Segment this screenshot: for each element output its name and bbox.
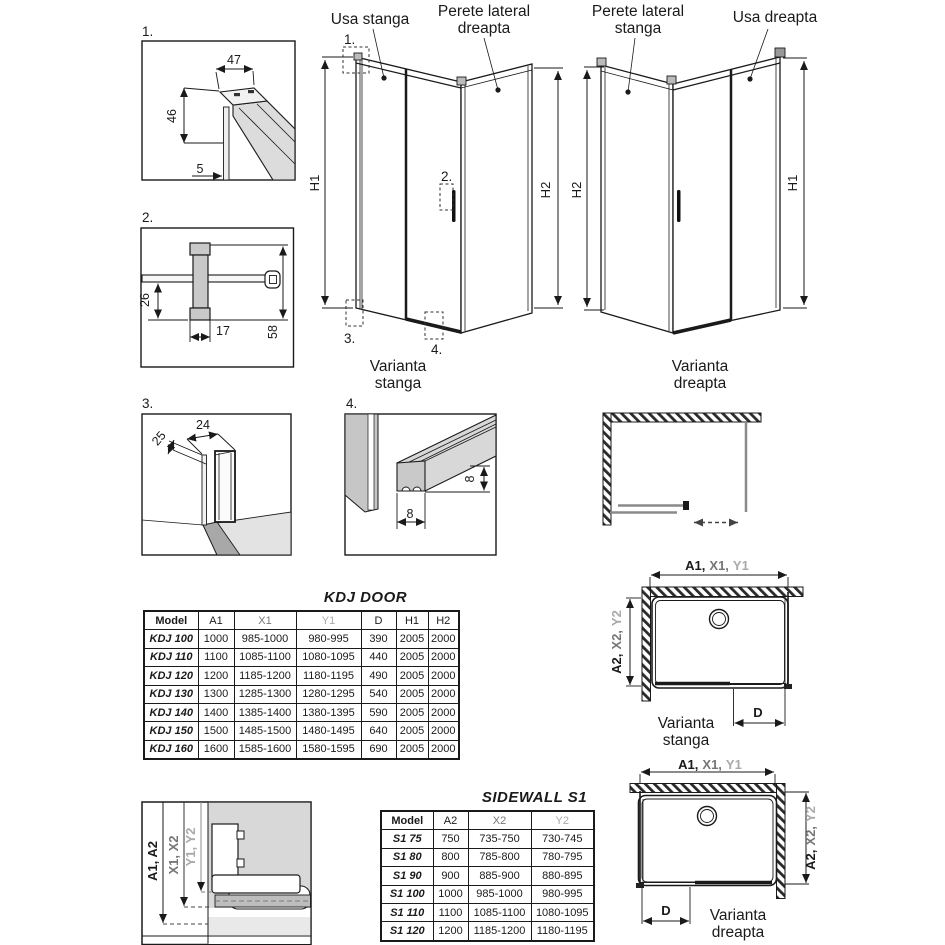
model-cell: KDJ 160 [144, 740, 198, 759]
value-cell: 1185-1200 [234, 667, 296, 685]
h1-label: H1 [307, 174, 322, 192]
enclosure-right-shape [597, 48, 785, 333]
dim-47: 47 [227, 53, 241, 67]
value-cell: 780-795 [531, 848, 594, 866]
shower-tray [652, 597, 788, 688]
value-cell: 735-750 [468, 830, 531, 848]
model-cell: KDJ 100 [144, 630, 198, 648]
column-header: Y1 [296, 611, 361, 630]
table-row [144, 722, 459, 740]
value-cell: 1080-1095 [296, 648, 361, 666]
marker-1: 1. [344, 32, 356, 47]
dim-58: 58 [266, 325, 280, 339]
detail-2-frame [141, 228, 294, 367]
detail-4-drawing [344, 396, 502, 560]
value-cell: 2005 [396, 722, 428, 740]
dim-a1x1y1: A1, X1, Y1 [685, 558, 749, 573]
value-cell: 1185-1200 [468, 922, 531, 941]
glass-panels-shape [142, 451, 291, 555]
header-row [144, 611, 459, 630]
perete-lateral-stanga-label-2: stanga [614, 20, 662, 37]
caption-varianta: Varianta [657, 715, 715, 732]
value-cell: 880-895 [531, 867, 594, 885]
detail-2-drawing [140, 210, 298, 370]
dim-x1x2: X1, X2 [166, 835, 181, 875]
leader-dot [495, 87, 500, 92]
dim-24: 24 [196, 418, 210, 432]
value-cell: 1085-1100 [234, 648, 296, 666]
model-cell: KDJ 130 [144, 685, 198, 703]
value-cell: 2005 [396, 630, 428, 648]
table-row [144, 667, 459, 685]
value-cell: 2005 [396, 667, 428, 685]
value-cell: 690 [361, 740, 396, 759]
dim-26: 26 [138, 293, 152, 307]
kdj-door-section [143, 589, 458, 760]
value-cell: 1080-1095 [531, 903, 594, 921]
value-cell: 2000 [428, 722, 459, 740]
value-cell: 640 [361, 722, 396, 740]
value-cell: 980-995 [296, 630, 361, 648]
value-cell: 1200 [198, 667, 234, 685]
table-row [144, 685, 459, 703]
value-cell: 980-995 [531, 885, 594, 903]
table-row [381, 922, 594, 941]
dim-d: D [753, 705, 763, 720]
caption-varianta: Varianta [671, 358, 729, 375]
detail-1-label: 1. [142, 24, 154, 39]
detail-2-label: 2. [142, 210, 154, 225]
value-cell: 390 [361, 630, 396, 648]
value-cell: 1180-1195 [531, 922, 594, 941]
dim-5: 5 [196, 162, 204, 176]
sidewall-section [380, 789, 593, 942]
threshold-profile-shape [345, 414, 496, 512]
value-cell: 2005 [396, 648, 428, 666]
caption-stanga: stanga [374, 375, 422, 392]
handle-mark [683, 501, 689, 510]
value-cell: 1385-1400 [234, 703, 296, 721]
plan-dreapta-drawing [598, 757, 838, 945]
dim-a2x2y2: A2,X2,Y2 [803, 806, 818, 870]
value-cell: 540 [361, 685, 396, 703]
detail-4-label: 4. [346, 396, 358, 411]
model-cell: S1 75 [381, 830, 433, 848]
marker-3: 3. [344, 331, 356, 346]
perete-lateral-dreapta-label: Perete lateral [437, 3, 531, 20]
dim-a1a2: A1, A2 [145, 841, 160, 881]
leader-dot [747, 76, 752, 81]
value-cell: 1500 [198, 722, 234, 740]
leader-dot [625, 89, 630, 94]
value-cell: 1580-1595 [296, 740, 361, 759]
value-cell: 1000 [198, 630, 234, 648]
model-cell: KDJ 110 [144, 648, 198, 666]
usa-stanga-label: Usa stanga [330, 11, 410, 28]
value-cell: 590 [361, 703, 396, 721]
dim-25: 25 [149, 428, 169, 449]
table-row [144, 630, 459, 648]
dim-y1y2: Y1, Y2 [183, 827, 198, 867]
dim-8-horiz: 8 [406, 507, 414, 521]
value-cell: 2000 [428, 667, 459, 685]
table-row [381, 903, 594, 921]
plan-walls [603, 413, 761, 525]
value-cell: 1585-1600 [234, 740, 296, 759]
value-cell: 1180-1195 [296, 667, 361, 685]
column-header: X1 [234, 611, 296, 630]
handle-section-shape [142, 243, 280, 320]
value-cell: 1300 [198, 685, 234, 703]
wall-profile-section-drawing [141, 795, 313, 945]
model-cell: KDJ 140 [144, 703, 198, 721]
dim-a1x1y1: A1, X1, Y1 [678, 757, 742, 772]
kdj-door-table [143, 610, 460, 760]
value-cell: 885-900 [468, 867, 531, 885]
dim-8-vert: 8 [463, 475, 477, 483]
kdj-door-title: KDJ DOOR [323, 589, 408, 606]
model-cell: S1 120 [381, 922, 433, 941]
value-cell: 2005 [396, 740, 428, 759]
value-cell: 1200 [433, 922, 468, 941]
detail-1-drawing [140, 24, 298, 184]
column-header: Model [144, 611, 198, 630]
value-cell: 985-1000 [234, 630, 296, 648]
dim-46: 46 [165, 109, 179, 123]
enclosure-left-shape [354, 53, 532, 333]
column-header: A2 [433, 811, 468, 830]
usa-dreapta-label: Usa dreapta [732, 9, 818, 26]
value-cell: 1285-1300 [234, 685, 296, 703]
header-row [381, 811, 594, 830]
caption-varianta: Varianta [369, 358, 427, 375]
caption-dreapta: dreapta [673, 375, 727, 392]
model-cell: S1 110 [381, 903, 433, 921]
marker-4: 4. [431, 342, 443, 357]
value-cell: 1280-1295 [296, 685, 361, 703]
detail-3-label: 3. [142, 396, 154, 411]
iso-right-drawing [569, 0, 825, 395]
value-cell: 1100 [433, 903, 468, 921]
table-row [144, 740, 459, 759]
value-cell: 1085-1100 [468, 903, 531, 921]
value-cell: 1000 [433, 885, 468, 903]
shower-tray [639, 796, 777, 886]
value-cell: 1600 [198, 740, 234, 759]
value-cell: 2000 [428, 740, 459, 759]
value-cell: 1480-1495 [296, 722, 361, 740]
table-row [381, 848, 594, 866]
value-cell: 800 [433, 848, 468, 866]
column-header: D [361, 611, 396, 630]
value-cell: 900 [433, 867, 468, 885]
column-header: H2 [428, 611, 459, 630]
value-cell: 2000 [428, 703, 459, 721]
sidewall-table [380, 810, 595, 942]
column-header: H1 [396, 611, 428, 630]
model-cell: S1 100 [381, 885, 433, 903]
value-cell: 750 [433, 830, 468, 848]
value-cell: 985-1000 [468, 885, 531, 903]
caption-dreapta: dreapta [711, 924, 765, 941]
value-cell: 2000 [428, 630, 459, 648]
perete-lateral-dreapta-label-2: dreapta [457, 20, 511, 37]
column-header: Y2 [531, 811, 594, 830]
value-cell: 1380-1395 [296, 703, 361, 721]
value-cell: 730-745 [531, 830, 594, 848]
value-cell: 440 [361, 648, 396, 666]
plan-panels [610, 422, 746, 523]
value-cell: 1400 [198, 703, 234, 721]
table-row [381, 830, 594, 848]
table-row [381, 867, 594, 885]
marker-2: 2. [441, 169, 453, 184]
dim-d: D [661, 903, 671, 918]
caption-stanga: stanga [662, 732, 710, 749]
value-cell: 2005 [396, 703, 428, 721]
column-header: X2 [468, 811, 531, 830]
model-cell: S1 80 [381, 848, 433, 866]
detail-2-dimensions [138, 245, 288, 342]
dim-17: 17 [216, 324, 230, 338]
table-row [144, 703, 459, 721]
caption-varianta: Varianta [709, 907, 767, 924]
column-header: Model [381, 811, 433, 830]
model-cell: KDJ 120 [144, 667, 198, 685]
model-cell: KDJ 150 [144, 722, 198, 740]
value-cell: 2000 [428, 648, 459, 666]
table-row [381, 885, 594, 903]
value-cell: 1100 [198, 648, 234, 666]
sliding-plan-schematic [595, 398, 777, 546]
model-cell: S1 90 [381, 867, 433, 885]
leader-dot [381, 75, 386, 80]
iso-left-drawing [307, 0, 575, 395]
table-row [144, 648, 459, 666]
h2-label: H2 [538, 181, 553, 199]
plan-dreapta-d-dim [642, 887, 690, 924]
detail-3-drawing [140, 396, 298, 560]
plan-stanga-d-dim [734, 689, 786, 726]
h1-label: H1 [785, 174, 800, 192]
dim-a2x2y2: A2,X2,Y2 [609, 610, 624, 674]
perete-lateral-stanga-label: Perete lateral [591, 3, 685, 20]
h2-label: H2 [569, 181, 584, 199]
plan-stanga-drawing [596, 556, 842, 756]
sidewall-title: SIDEWALL S1 [481, 789, 588, 806]
value-cell: 2005 [396, 685, 428, 703]
bracket [636, 883, 644, 888]
bracket [784, 684, 792, 689]
profile-corner-shape [220, 88, 295, 180]
value-cell: 490 [361, 667, 396, 685]
value-cell: 785-800 [468, 848, 531, 866]
column-header: A1 [198, 611, 234, 630]
value-cell: 2000 [428, 685, 459, 703]
value-cell: 1485-1500 [234, 722, 296, 740]
